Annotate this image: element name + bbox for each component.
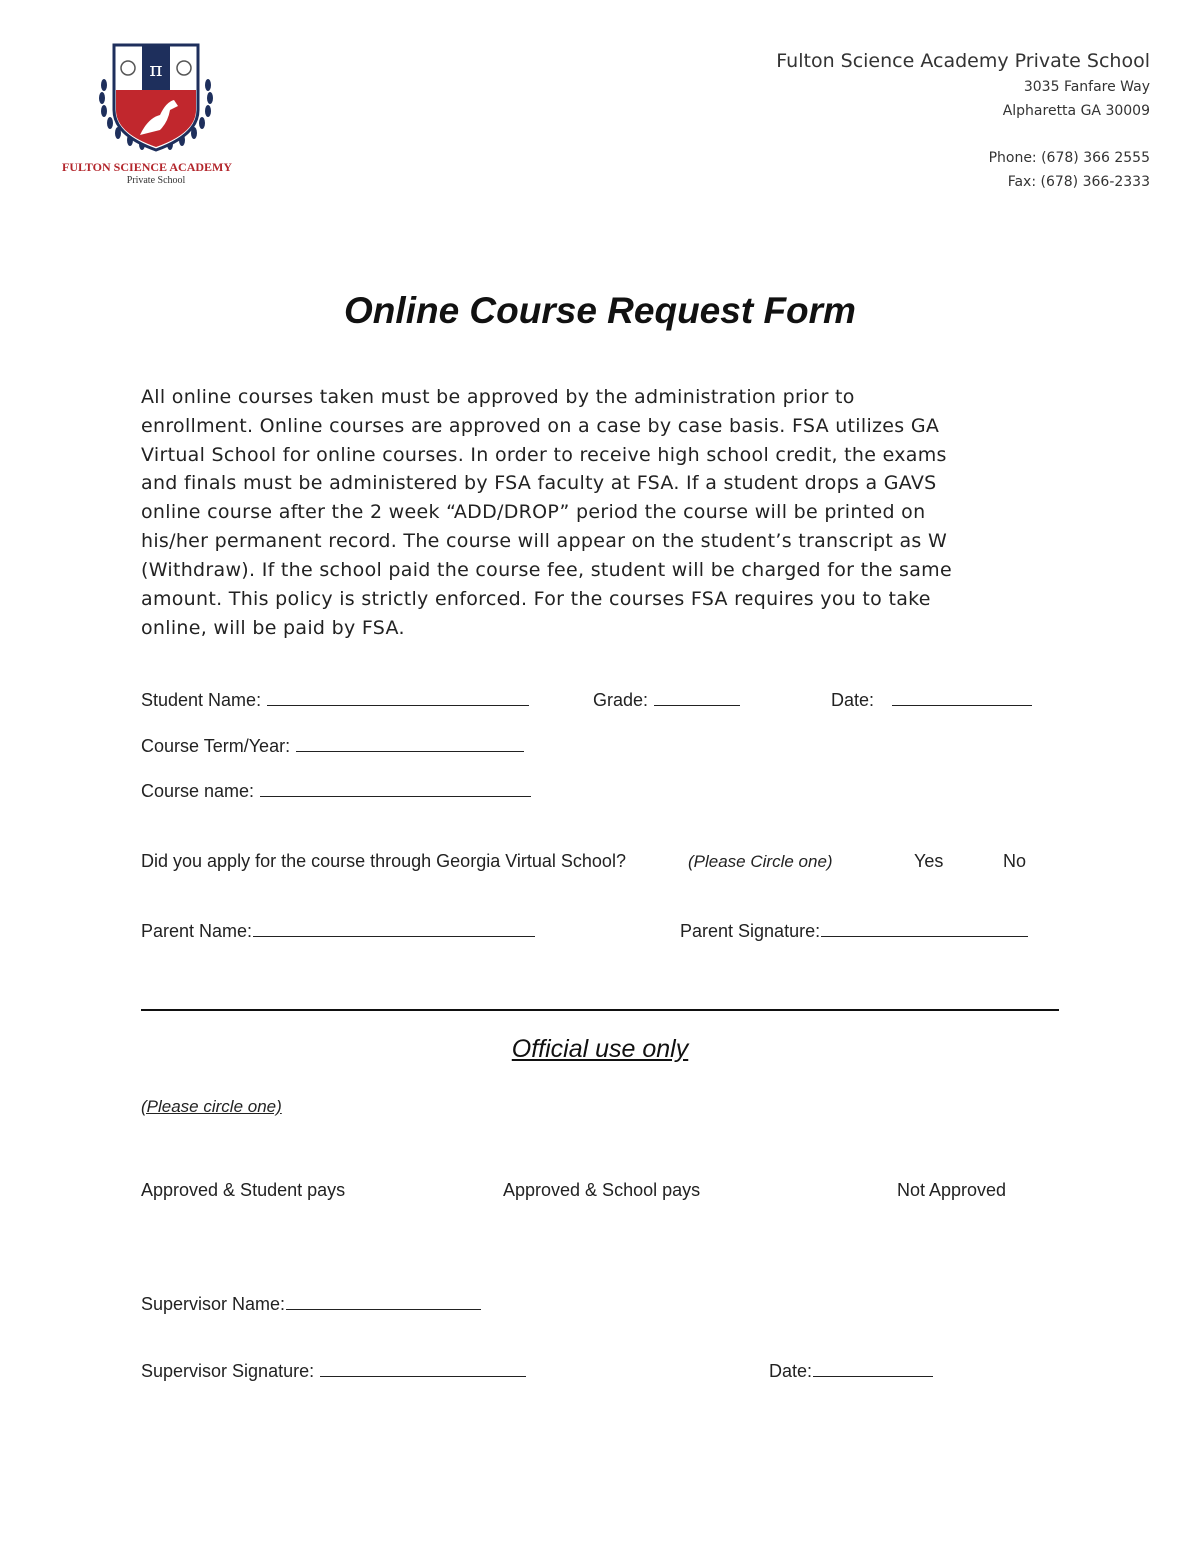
option-approved-student-pays[interactable]: Approved & Student pays [141, 1180, 346, 1200]
student-name-line[interactable] [267, 689, 529, 706]
policy-line: his/her permanent record. The course will appear on the student’s transcript as W [141, 530, 948, 552]
phone: Phone: (678) 366 2555 [988, 150, 1150, 166]
svg-text:π: π [149, 57, 163, 81]
parent-signature-field[interactable] [680, 920, 1028, 942]
supervisor-date-label: Date: [769, 1361, 813, 1381]
supervisor-signature-line[interactable] [320, 1360, 526, 1377]
course-term-field[interactable] [141, 735, 524, 757]
policy-line: enrollment. Online courses are approved on a case by case basis. FSA utilizes GA [141, 415, 940, 437]
course-name-label: Course name: [141, 781, 255, 801]
crest-icon [60, 40, 252, 160]
fax: Fax: (678) 366-2333 [1007, 174, 1150, 190]
address-line-2: Alpharetta GA 30009 [1002, 103, 1150, 119]
supervisor-name-field[interactable] [141, 1293, 481, 1315]
supervisor-date-line[interactable] [813, 1360, 933, 1377]
course-term-line[interactable] [296, 735, 524, 752]
supervisor-date-field[interactable] [769, 1360, 933, 1382]
course-name-line[interactable] [260, 780, 531, 797]
student-name-field[interactable] [141, 689, 529, 711]
grade-field[interactable] [593, 689, 740, 711]
logo-subtitle: Private School [126, 175, 186, 186]
supervisor-name-line[interactable] [286, 1293, 481, 1310]
gavs-question: Did you apply for the course through Georgia Virtual School? [141, 851, 626, 871]
course-term-label: Course Term/Year: [141, 736, 291, 756]
official-use-heading: Official use only [511, 1035, 689, 1063]
option-approved-school-pays[interactable]: Approved & School pays [503, 1180, 701, 1200]
logo-name: FULTON SCIENCE ACADEMY [62, 160, 233, 174]
supervisor-signature-field[interactable] [141, 1360, 526, 1382]
grade-label: Grade: [593, 690, 649, 710]
date-label: Date: [831, 690, 875, 710]
official-hint: (Please circle one) [141, 1097, 282, 1116]
gavs-yes-option[interactable]: Yes [914, 851, 944, 871]
parent-signature-label: Parent Signature: [680, 921, 821, 941]
parent-signature-line[interactable] [821, 920, 1028, 937]
policy-line: All online courses taken must be approved by the administration prior to [141, 386, 855, 408]
grade-line[interactable] [654, 689, 740, 706]
policy-line: (Withdraw). If the school paid the course fee, student will be charged for the same [141, 559, 952, 581]
gavs-no-option[interactable]: No [1003, 851, 1027, 871]
supervisor-signature-label: Supervisor Signature: [141, 1361, 315, 1381]
supervisor-name-label: Supervisor Name: [141, 1294, 286, 1314]
policy-line: and finals must be administered by FSA faculty at FSA. If a student drops a GAVS [141, 472, 937, 494]
parent-name-field[interactable] [141, 920, 535, 942]
option-not-approved[interactable]: Not Approved [897, 1180, 1007, 1200]
parent-name-line[interactable] [253, 920, 535, 937]
student-name-label: Student Name: [141, 690, 262, 710]
policy-line: Virtual School for online courses. In order to receive high school credit, the exams [141, 444, 947, 466]
address-line-1: 3035 Fanfare Way [1023, 79, 1150, 95]
divider [141, 1009, 1059, 1011]
parent-name-label: Parent Name: [141, 921, 253, 941]
course-name-field[interactable] [141, 780, 531, 802]
page-title: Online Course Request Form [344, 290, 856, 331]
gavs-hint: (Please Circle one) [688, 852, 833, 871]
date-field[interactable] [831, 689, 1032, 711]
policy-line: online, will be paid by FSA. [141, 617, 405, 639]
school-name: Fulton Science Academy Private School [776, 50, 1150, 72]
date-line[interactable] [892, 689, 1032, 706]
school-logo [60, 40, 252, 190]
policy-line: online course after the 2 week “ADD/DROP” period the course will be printed on [141, 501, 926, 523]
policy-line: amount. This policy is strictly enforced. For the courses FSA requires you to take [141, 588, 931, 610]
